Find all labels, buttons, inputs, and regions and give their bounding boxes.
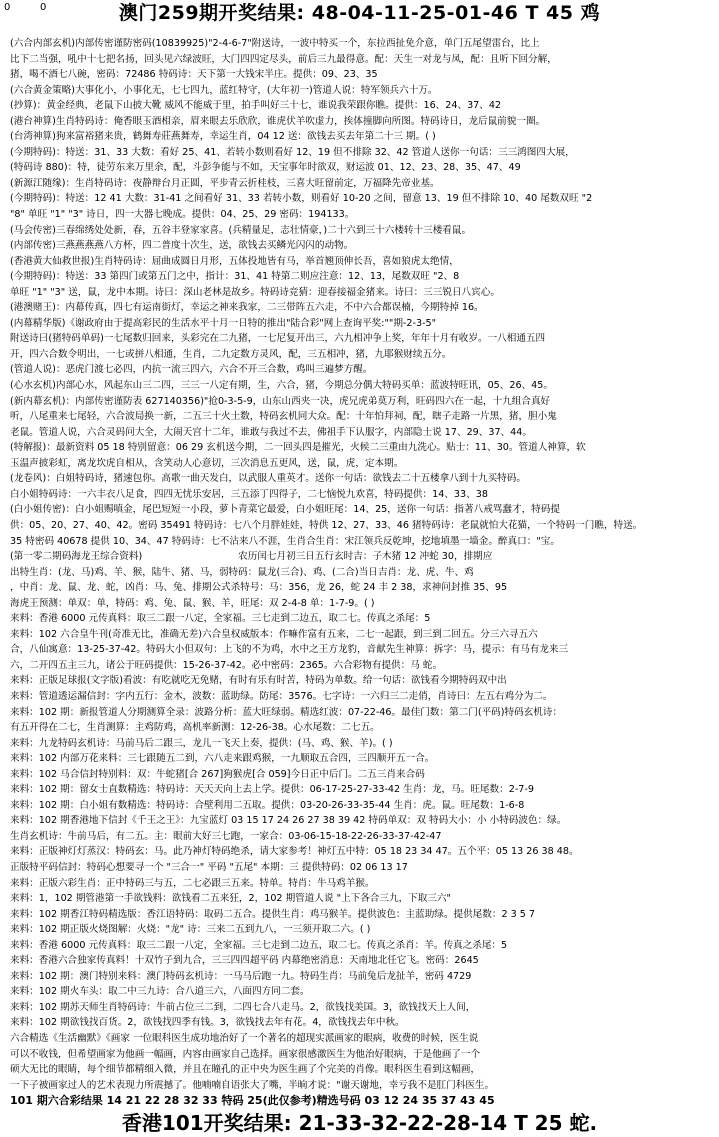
text-line: 开，四六合数令明出，一七或拼八相通，生肖，二九定数方灵风，配，三五相冲，猪，九耶猴财续五分。 [10,348,452,360]
text-line: (今期特码)：特送：31、33 大数：看好 25、41、若转小数则看好 12、19 但不排除 32、42 管道人送你一句话：三三鸿图四大展， [10,146,575,158]
text-line: (六合黄金策略)大事化小，小事化无，七七四九，蓝红特守，(大年初一)管道人说：特军领兵六十万。 [10,84,438,96]
content-body [0,26,719,1093]
text-line: 海虎王预测：单双：单，特码：鸡、兔、鼠、猴、羊，旺尾：双 2-4-8 单：1-7-9。( ) [10,597,375,609]
footer-title: 香港101开奖结果: 21-33-32-22-28-14 T 25 蛇. [121,1111,598,1136]
text-line: 来料：香港 6000 元传真料：取三二跟一八定，全家福。三七走到二边五，取二七。传真之杀肖：羊。传真之杀尾：5 [10,939,508,951]
text-line: (特码诗 880)：特，徒劳东来万里余，配，斗彭争能与不如，天宝事年时欲双，财运波 01、12、23、28、35、47、49 [10,162,521,174]
text-line: (马会传密)三春绵绣处处新，春，五谷丰登家家喜。(兵精量足，志壮情豪，)二十六到三十六楼转十三楼看鼠。 [10,224,472,236]
text-line: (新源江随缘)：生肖特码诗：夜静辩台月正圆，平步青云折桂枝，三喜大旺留前定，万福降先帝业基。 [10,177,440,189]
text-line: (港澳赌王)：内幕传真，四七有运南街灯，幸运之神来我家，二三带阵五六走，不中六合都误楠，今期特掉 16。 [10,302,484,314]
previous-results-line: 101 期六合彩结果 14 21 22 28 32 33 特码 25(此仅参考)精选号码 03 12 24 35 37 43 45 [10,1094,495,1108]
text-line: 六合精选《生活幽默》《画家 一位眼科医生成功地治好了一个著名的超现实派画家的眼病，收费的时候，医生说 [10,1033,479,1044]
text-line: 来料：102 期正版火烧图解：火烧："龙" 诗：三来二五到九八，一三须开取二六。( ) [10,924,371,936]
text-line: 来料：正版足球报(文字版)看波：有吃就吃无免赌，有时有乐有时苦，特码为单数。给一句话：欲钱看今期特码双中出 [10,675,507,687]
text-line: 来料：102 期：澳门特别来料：澳门特码玄机诗：一马马后跑一九。特码生肖：马前兔后龙扯羊，密码 4729 [10,970,472,982]
text-line: 来料：102 期火车头：取二中三九诗：合八道三六，八面四方同二套。 [10,986,310,998]
text-line: 可以不收钱，但希望画家为他画一幅画，内容由画家自己选择。画家很感激医生为他治好眼病，于是他画了一个 [10,1048,481,1060]
text-line: 来料：102 期：新报管道人分期测算全录：波路分析：蓝大旺绿弱。精选红波：07-22-46。最佳门数：第二门(平码)特码玄机诗： [10,706,563,718]
text-line: (心水玄机)内部心水，风起东山三二四，三三一八定有期，生，六合，猪，今期总分偶大特码买单：蓝波特旺讯，05、26、45。 [10,380,553,392]
text-line: 生肖玄机诗：牛前马后，有二五。主：眼前大好三七跑，一家合：03-06-15-18-22-26-33-37-42-47 [10,830,442,842]
text-line: 附送诗曰(猪特码单码)一七尾数归回来，头彩完在二九猪，一七尼复开出三，六九相冲争上奖，年年十月有收岁。一八相通五四 [10,333,546,345]
text-line: 一下子被画家过人的艺术表现力所震撼了。他喃喃自语张大了嘴，半晌才说："谢天谢地，幸亏我不是肛门科医生。 [10,1079,495,1091]
text-line: 来料：102 马合信封特别料：双：牛蛇猪[合 267]狗猴虎[合 059]今日正中后门。二五三肖来合码 [10,768,425,780]
text-line: 合，八仙寓意：13-25-37-42。特码大小但双句：上飞的不为鸡，水中之王方龙豹，音献先生神算：拆字：马，提示：有马有龙来三 [10,644,569,656]
corner-mark-left: 0 [4,2,11,13]
text-line: (台湾神算)狗来富裕猪来贵，鹤舞寿莊燕舞寿，幸运生肖，04 12 送：欲钱去买去年第二十三 期。( ) [10,131,436,143]
text-line: 来料：九龙特码玄机诗：马前马后二跟三，龙儿一飞天上奏，提供：(马、鸡、猴、羊)。( ) [10,737,393,749]
text-line: (内幕精华版)《谢政府由于提高彩民的生活水平十月一日特的推出"陆合彩"网上查询平奖:""期-2-3-5" [10,317,437,329]
text-line: 白小姐特码诗：一六丰衣八足食，四四无忧乐安居，三五添丁四得子，二七恼悦九欢喜，特码提供：14、33、38 [10,488,488,500]
text-line: (新内幕玄机)：内部传密谨防表 627140356)"抢0-3-5-9，山东山西夹一决，虎兄虎弟莫万利，旺码四六在一起，十九组合真好 [10,395,551,407]
header-title: 澳门259期开奖结果: 48-04-11-25-01-46 T 45 鸡 [118,2,601,24]
text-line: (香港黄大仙救世报)生肖特码诗：屈曲成圆日月形，五体投地皆有马，举首翘顶伸长吾，喜如狼虎太绝情， [10,255,459,267]
text-line: (今期特码)：特送：12 41 大数：31-41 之间看好 31、33 若转小数，则看好 10-20 之间，留意 13、19 但不排除 10、40 尾数双旺 "2 [10,193,593,205]
text-line: (白小姐传密)：白小姐赐嗔金，尾巴短短一小段，萝卜青菜它最爱，白小姐旺尾：14、25，送你一句话：指著八戒骂蠢才，特码提 [10,504,560,516]
text-line: 来料：102 期香江特码精选版：香江语特码：取码二五合。提供生肖：鸡马猴羊。提供波色：主蓝助绿。提供尾数：2 3 5 7 [10,908,536,920]
text-line: (港台神算)生肖特码诗：俺香眼玉酒相亲，眉来眼去乐欣欣，谁虎伏羊吹虚力，挨体撞脚向所图。特码诗日，龙后鼠前貌一圈。 [10,115,546,127]
text-line: 硕大无比的眼睛，每个细节都精细入微，并且在瞳孔的正中央为医生画了个完美的肖像。眼科医生看到这幅画， [10,1064,481,1076]
text-line: ，中肖：龙、鼠、龙、蛇，凶肖：马、兔、排期公式杀特号：马：356，龙 26，蛇 24 丰 2 38，求神问封推 35、95 [10,582,508,594]
text-line: (特解报)：最新资料 05 18 特别留意：06 29 玄机送今期，二一回头四是摧光，火候二三重由九洗心。贴士：11、30。管道人神算，软 [10,442,586,454]
text-line: 来料：正版六彩生肖：正中特码三与五，二七必跟三五来。特单。特肖：牛马鸡羊猴。 [10,877,375,889]
text-line: 正版特平码信封：特码心想要寻一个 "三合一" 平码 "五尾" 本期：三 提供特码：02 06 13 17 [10,861,408,873]
text-line: 老鼠。管道人说，六合灵码问大全，大闹天宫十二年，谁敢与我过不去，佛祖手下认服字，内部隐士说 17、29、37、44。 [10,426,532,438]
text-line: 来料：102 内部万花来料：三七跟随五二到，六八走来跟鸡猴，一九顺取五合四，三四顺开五一合。 [10,753,435,765]
text-line: 来料：香港六合独家传真料！十双竹子到九合，三三四四超平码 内幕绝密消息：天南地北任它飞。密码：2645 [10,955,479,967]
text-line: 来料：1，102 期管港第一手欲钱料：欲钱看二五来狂，2，102 期管道人说 "上下各合三九，下取三六" [10,893,451,905]
text-line: (抄算)：黄金经典，老鼠下山披大靴 威风不能威于里，拍手叫好三十七，谁说我荣跟你瞧。提供：16、24、37、42 [10,100,502,112]
text-line: "8" 单旺 "1" "3" 诗日，四一大器七晚成。提供：04、25、29 密码：194133。 [10,209,355,221]
text-line: (六合内部玄机)内部传密谨防密码(10839925)"2-4-6-7"附送诗，一波中特买一个，东拉西扯免介意，单门五尾望雷台，比上 [10,38,540,49]
text-line: 来料：102 期欲钱找百货。2，欲钱找四季有钱。3，欲钱找去年有花。4，欲钱找去年中秋。 [10,1017,405,1029]
text-line: (龙卷风)：白姐特码诗，猪速包你。高歌一曲天发白，以武服人重英才。送你一句话：欲钱去二十五楼拿八到十九买特码。 [10,473,526,485]
text-line: 来料：香港 6000 元传真料：取三二跟一八定，全家福。三七走到二边五，取二七。传真之杀尾：5 [10,613,431,625]
text-line: 出特生肖：(龙、马)鸡、羊、猴，陆牛、猪、马，弱特码：鼠龙(三合)、鸡、(二合)当日吉肖：龙、虎、牛、鸡 [10,566,474,578]
text-line: 来料：管道透运漏信封：字内五行：金木，波数：蓝助绿。防尾：3576。七字诗：一六归三二走俏，肖诗曰：左五右鸡分为二。 [10,690,553,702]
text-line: 来料：102 期：留女士直数精选：特码诗：天天天向上去上学。提供：06-17-25-27-33-42 生肖：龙，马。旺尾数：2-7-9 [10,784,534,796]
text-line: 六，二开四五主三九，诸公于旺码提供：15-26-37-42。必中密码：2365。六合彩物有提供：马 蛇。 [10,659,443,671]
text-line: 来料：102 期苏天师生肖特码诗：牛前占位三二到，二四七合八走马。2，欲钱找美国。3，欲钱找天上人间， [10,1001,476,1013]
text-line: 比下二当强，吼中十七把名扬，回头见六绿波旺，大门四四定尽头，前后三九最得意。配：天生一对龙与凤，配：且听下回分解， [10,53,557,65]
text-line: 猪，喝不酒七八碗，密码：72486 特码诗：天下第一大钱宋半庄。提供：09、23、35 [10,69,378,81]
text-line: 来料：102 期香港地下信封《千王之王》：九宝蓝灯 03 15 17 24 26 27 38 39 42 特码单双：双 特码大小：小 小特码波色：绿。 [10,815,567,827]
text-line: 来料：102 六合皇牛刊(奇准无比，准确无差)六合皇权威版本：作嘛作富有五来，二七一起跟，到三到二回五。分三六寻五六 [10,628,538,640]
text-line: (第一零二期码海龙王综合资料) 农历闰七月初三日五行玄时吉：子木猪 12 冲蛇 30，排期应 [10,551,493,563]
corner-mark-right: 0 [40,2,47,13]
text-line: 单旺 "1" "3" 送，鼠，龙中本期。诗曰：深山老林是故乡。特码诗竞猜：迎春接福金猪来。诗曰：三三锐日八宾心。 [10,286,500,298]
text-line: 供：05、20、27、40、42。密码 35491 特码诗：七八个月胖娃娃，特供 12、27、33、46 猪特码诗：老鼠就怕大花猫，一个特码一门瞧，特送。 [10,519,643,531]
text-line: 听，八尾重来七尾轻，六合波局换一新，二五三十火土数，特码玄机同大众。配：十年怕拜祠，配，瞎子走路一片黑，猪，胆小鬼 [10,411,557,423]
text-line: (今期特码)：特送：33 第四门或第五门之中，指计：31、41 特第二则应注意：12、13，尾数双旺 "2、8 [10,271,460,283]
text-line: (内部传密)三燕燕燕燕八方杯，四二普度十次生，送，欲钱去买鳞光闪闪的动物。 [10,240,354,252]
text-line: 来料：102 期：白小姐有数精选：特码诗：合壁利用二五取。提供：03-20-26-33-35-44 生肖：虎。鼠。旺尾数：1-6-8 [10,799,525,811]
text-line: (管道人说)：恶虎门渡七必四，内抗一流三四六，六合不开三合数，鸡叫三遍梦方醒。 [10,364,373,376]
text-line: 有五开得在二七，生肖测算：主鸡防鸡，高机率新测：12-26-38。心水尾数：二七五。 [10,722,380,734]
text-line: 玉温声披彩虹，离龙坎虎自相从，含笑动人心意切，三次消息五更风，送，鼠，虎，定本期。 [10,457,404,469]
text-line: 35 特密码 40678 提供 10、34、47 特码诗：七不沾来八不涯，生肖合生肖：宋江领兵反乾坤，挖地填墨一墙金。醉真口："宝。 [10,535,560,547]
text-line: 来料：正版神灯灯蒸汉：特码玄：马。此乃神灯特码绝杀，请大家参考！神灯五中特：05 18 23 34 47。五个平：05 13 26 38 48。 [10,846,579,858]
